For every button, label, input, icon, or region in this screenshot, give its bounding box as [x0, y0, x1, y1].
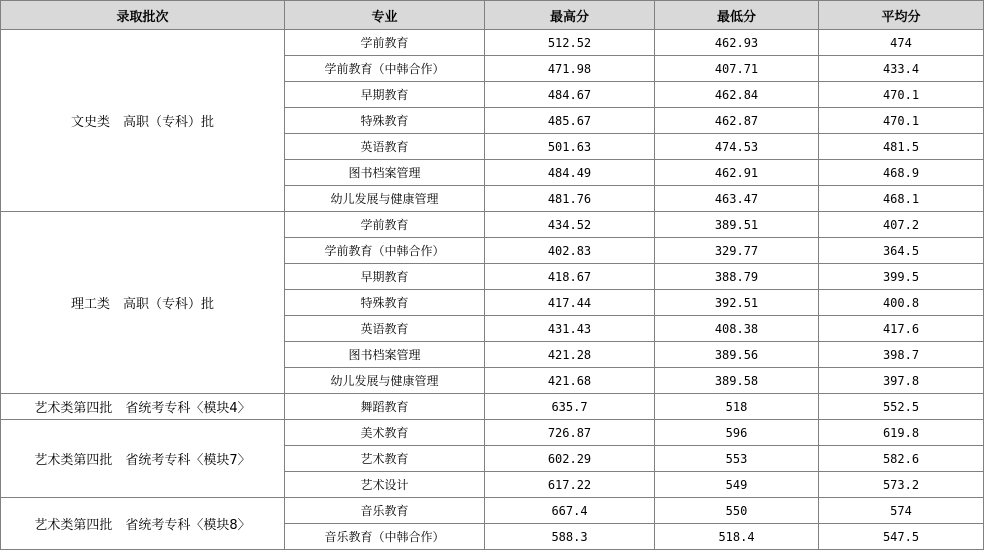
min-score-cell: 518.4 [655, 524, 819, 550]
min-score-cell: 518 [655, 394, 819, 420]
max-score-cell: 418.67 [485, 264, 655, 290]
min-score-cell: 549 [655, 472, 819, 498]
table-row [1, 420, 984, 446]
header-avg-score: 平均分 [819, 1, 984, 30]
max-score-cell: 434.52 [485, 212, 655, 238]
major-cell: 学前教育 [285, 30, 485, 56]
min-score-cell: 474.53 [655, 134, 819, 160]
avg-score-cell: 400.8 [819, 290, 984, 316]
batch-cell: 理工类 高职（专科）批 [1, 212, 285, 394]
max-score-cell: 667.4 [485, 498, 655, 524]
min-score-cell: 463.47 [655, 186, 819, 212]
header-batch: 录取批次 [1, 1, 285, 30]
major-cell: 特殊教育 [285, 290, 485, 316]
major-cell: 英语教育 [285, 134, 485, 160]
min-score-cell: 408.38 [655, 316, 819, 342]
avg-score-cell: 481.5 [819, 134, 984, 160]
major-cell: 学前教育（中韩合作） [285, 56, 485, 82]
header-max-score: 最高分 [485, 1, 655, 30]
max-score-cell: 421.28 [485, 342, 655, 368]
max-score-cell: 421.68 [485, 368, 655, 394]
max-score-cell: 485.67 [485, 108, 655, 134]
table-row [1, 30, 984, 56]
table-row [1, 212, 984, 238]
major-cell: 图书档案管理 [285, 342, 485, 368]
batch-cell: 文史类 高职（专科）批 [1, 30, 285, 212]
max-score-cell: 402.83 [485, 238, 655, 264]
major-cell: 美术教育 [285, 420, 485, 446]
max-score-cell: 431.43 [485, 316, 655, 342]
min-score-cell: 329.77 [655, 238, 819, 264]
max-score-cell: 471.98 [485, 56, 655, 82]
batch-cell: 艺术类第四批 省统考专科〈模块4〉 [1, 394, 285, 420]
min-score-cell: 389.58 [655, 368, 819, 394]
avg-score-cell: 574 [819, 498, 984, 524]
major-cell: 早期教育 [285, 82, 485, 108]
major-cell: 艺术教育 [285, 446, 485, 472]
avg-score-cell: 398.7 [819, 342, 984, 368]
avg-score-cell: 552.5 [819, 394, 984, 420]
min-score-cell: 392.51 [655, 290, 819, 316]
avg-score-cell: 470.1 [819, 108, 984, 134]
avg-score-cell: 470.1 [819, 82, 984, 108]
header-min-score: 最低分 [655, 1, 819, 30]
table-row [1, 394, 984, 420]
max-score-cell: 484.67 [485, 82, 655, 108]
avg-score-cell: 397.8 [819, 368, 984, 394]
avg-score-cell: 619.8 [819, 420, 984, 446]
min-score-cell: 596 [655, 420, 819, 446]
max-score-cell: 617.22 [485, 472, 655, 498]
avg-score-cell: 474 [819, 30, 984, 56]
header-major: 专业 [285, 1, 485, 30]
max-score-cell: 417.44 [485, 290, 655, 316]
min-score-cell: 407.71 [655, 56, 819, 82]
min-score-cell: 389.51 [655, 212, 819, 238]
min-score-cell: 462.84 [655, 82, 819, 108]
max-score-cell: 726.87 [485, 420, 655, 446]
avg-score-cell: 573.2 [819, 472, 984, 498]
max-score-cell: 484.49 [485, 160, 655, 186]
max-score-cell: 635.7 [485, 394, 655, 420]
major-cell: 早期教育 [285, 264, 485, 290]
min-score-cell: 389.56 [655, 342, 819, 368]
table-header [1, 1, 984, 30]
avg-score-cell: 468.9 [819, 160, 984, 186]
avg-score-cell: 407.2 [819, 212, 984, 238]
min-score-cell: 388.79 [655, 264, 819, 290]
avg-score-cell: 399.5 [819, 264, 984, 290]
min-score-cell: 462.91 [655, 160, 819, 186]
major-cell: 特殊教育 [285, 108, 485, 134]
major-cell: 学前教育（中韩合作） [285, 238, 485, 264]
major-cell: 英语教育 [285, 316, 485, 342]
major-cell: 幼儿发展与健康管理 [285, 186, 485, 212]
major-cell: 艺术设计 [285, 472, 485, 498]
avg-score-cell: 547.5 [819, 524, 984, 550]
max-score-cell: 481.76 [485, 186, 655, 212]
major-cell: 音乐教育（中韩合作） [285, 524, 485, 550]
table-row [1, 498, 984, 524]
avg-score-cell: 433.4 [819, 56, 984, 82]
avg-score-cell: 364.5 [819, 238, 984, 264]
max-score-cell: 512.52 [485, 30, 655, 56]
avg-score-cell: 417.6 [819, 316, 984, 342]
max-score-cell: 501.63 [485, 134, 655, 160]
min-score-cell: 553 [655, 446, 819, 472]
batch-cell: 艺术类第四批 省统考专科〈模块8〉 [1, 498, 285, 550]
max-score-cell: 602.29 [485, 446, 655, 472]
min-score-cell: 550 [655, 498, 819, 524]
max-score-cell: 588.3 [485, 524, 655, 550]
table-body [1, 30, 984, 550]
min-score-cell: 462.87 [655, 108, 819, 134]
major-cell: 幼儿发展与健康管理 [285, 368, 485, 394]
header-row [1, 1, 984, 30]
major-cell: 音乐教育 [285, 498, 485, 524]
avg-score-cell: 582.6 [819, 446, 984, 472]
major-cell: 学前教育 [285, 212, 485, 238]
major-cell: 图书档案管理 [285, 160, 485, 186]
batch-cell: 艺术类第四批 省统考专科〈模块7〉 [1, 420, 285, 498]
major-cell: 舞蹈教育 [285, 394, 485, 420]
min-score-cell: 462.93 [655, 30, 819, 56]
avg-score-cell: 468.1 [819, 186, 984, 212]
